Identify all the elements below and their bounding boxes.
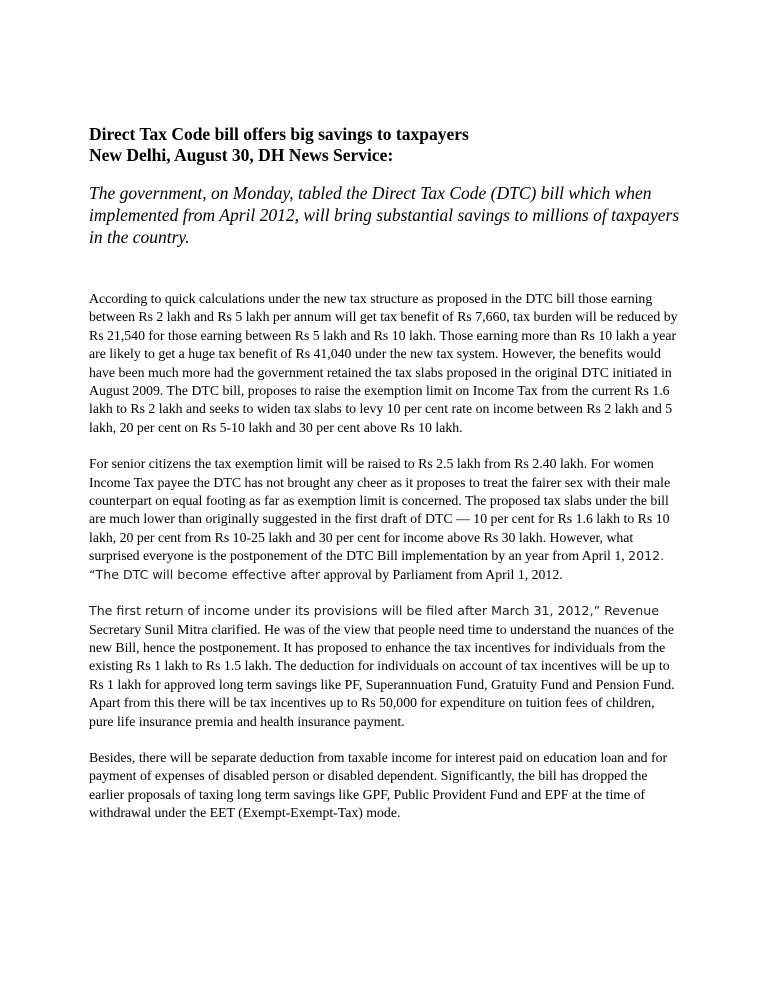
paragraph-4: Besides, there will be separate deduction from taxable income for interest paid on education loan and for payment of expenses of disabled person or disabled dependent. Significantly, the bill has dropped the earlier proposals of taxing long term savings like GPF, Public Provident Fund and EPF at the time of withdrawal under the EET (Exempt-Exempt-Tax) mode. [89,749,668,821]
paragraph-2-text: For senior citizens the tax exemption limit will be raised to Rs 2.5 lakh from Rs 2.40 lakh. For women Income Tax payee the DTC has not brought any cheer as it proposes to treat the fairer sex with their male counterpart on equal footing as far as exemption limit is concerned. The proposed tax slabs under the bill are much lower than originally suggested in the first draft of DTC — 10 per cent for Rs 1.6 lakh to Rs 10 lakh, 20 per cent from Rs 10-25 lakh and 30 per cent for income above Rs 30 lakh. However, what surprised everyone is the postponement of the DTC Bill implementation by an year from April 1, [89,456,671,564]
paragraph-3 [89,602,681,731]
document-page [89,124,681,823]
paragraph-3-text: Secretary Sunil Mitra clarified. He was of the view that people need time to understand the nuances of the new Bill, hence the postponement. It has proposed to enhance the tax incentives for individuals from the existing Rs 1 lakh to Rs 1.5 lakh. The deduction for individuals on account of tax incentives will be up to Rs 1 lakh for approved long term savings like PF, Superannuation Fund, Gratuity Fund and Pension Fund. Apart from this there will be tax incentives up to Rs 50,000 for expenditure on tuition fees of children, pure life insurance premia and health insurance payment. [89,621,675,729]
paragraph-3-alt-font-text: The first return of income under its provisions will be filed after March 31, 2012,” Revenue [89,603,659,619]
paragraph-1: According to quick calculations under the new tax structure as proposed in the DTC bill those earning between Rs 2 lakh and Rs 5 lakh per annum will get tax benefit of Rs 7,660, tax burden will be reduced by Rs 21,540 for those earning between Rs 5 lakh and Rs 10 lakh. Those earning more than Rs 10 lakh a year are likely to get a huge tax benefit of Rs 41,040 under the new tax system. However, the benefits would have been much more had the government retained the tax slabs proposed in the original DTC initiated in August 2009. The DTC bill, proposes to raise the exemption limit on Income Tax from the current Rs 1.6 lakh to Rs 2 lakh and seeks to widen tax slabs to levy 10 per cent rate on income between Rs 2 lakh and 5 lakh, 20 per cent on Rs 5-10 lakh and 30 per cent above Rs 10 lakh. [89,291,678,435]
paragraph-2 [89,455,681,584]
lede-paragraph: The government, on Monday, tabled the Direct Tax Code (DTC) bill which when implemented from April 2012, will bring substantial savings to millions of taxpayers in the country. [89,183,680,247]
paragraph-2-alt-font-text: 2012. “The DTC will become effective after [89,548,665,582]
headline [89,124,681,166]
headline-line-2: New Delhi, August 30, DH News Service: [89,145,394,165]
paragraph-2-tail: approval by Parliament from April 1, 2012. [320,566,563,582]
headline-line-1: Direct Tax Code bill offers big savings to taxpayers [89,124,469,144]
